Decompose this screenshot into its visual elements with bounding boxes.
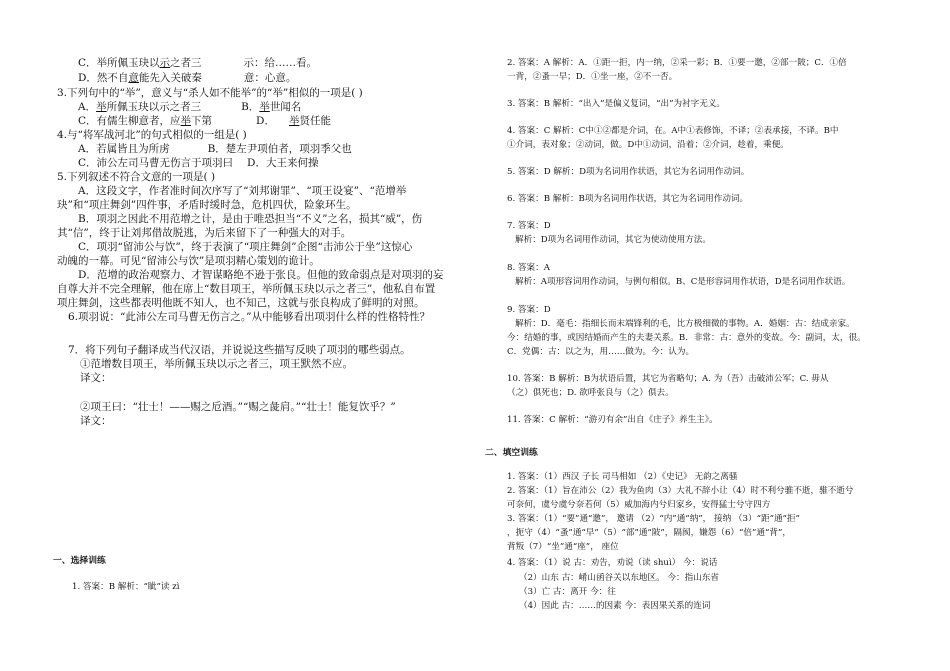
answer-10-line2: （之）俱死也；D. 欲呼张良与（之）俱去。 [507, 388, 674, 398]
question-5: 5.下列叙述不符合文意的一项是( ) [57, 171, 216, 183]
answer-7-line1: 7. 答案：D [507, 221, 551, 231]
question-3: 3.下列句中的“举”，意义与“杀人如不能举”的“举”相似的一项是( ) [57, 87, 363, 99]
q4-options-ab: A．若属皆且为所虏 B．楚左尹项伯者，项羽季父也 [78, 143, 352, 155]
q2-option-d: D．然不自意能先入关破秦 意：心意。 [78, 72, 297, 84]
section-fill-training-heading: 二、填空训练 [485, 448, 538, 458]
answer-9-line3: 今：结婚的事，或因结婚而产生的夫妻关系。B．非常：古：意外的变故。今：副词，太，很。 [507, 333, 866, 343]
answer-9-line2: 解析：D．毫毛：指细长而末端锋利的毛，比方极细微的事物。A．婚姻：古：结成亲家。 [515, 319, 855, 329]
question-6: 6.项羽说：“此沛公左司马曹无伤言之。”从中能够看出项羽什么样的性格特性？ [68, 311, 431, 323]
fill-answer-3-line2: ，扼守（4）“蚤”通“早”（5）“部”通“陂”，隔阂，嫌怨（6）“倍”通“背”， [507, 528, 791, 538]
answer-6: 6. 答案：B 解析：B项为名词用作状语，其它为名词用作动词。 [507, 194, 749, 204]
q3-options-ab: A．举所佩玉玦以示之者三 B．举世闻名 [78, 101, 302, 113]
fill-answer-4-line4: （4）因此 古：……的因素 今：表因果关系的连词 [519, 601, 711, 611]
answer-7-line2: 解析：D项为名词用作动词，其它为使动使用方法。 [515, 235, 711, 245]
answer-4-line1: 4. 答案：C 解析：C中①②都是介词，在。A中①表修饰，不译；②表承接，不译。B中 [507, 126, 839, 136]
q5-option-b-line1: B．项羽之因此不用范增之计，是由于唯恐担当“不义”之名，损其“威”，伤 [78, 213, 423, 225]
fill-answer-1: 1. 答案：（1）西汉 子长 司马相如 （2）《史记》 无韵之离骚 [507, 472, 738, 482]
fill-answer-3-line3: 背叛（7）“坐”通“座”， 座位 [507, 542, 619, 552]
answer-10-line1: 10. 答案：B 解析：B为状语后置，其它为省略句；A. 为（吾）击破沛公军；C. 毋从 [507, 374, 829, 384]
fill-answer-4-line3: （3）亡 古：离开 今：往 [519, 587, 616, 597]
q5-option-a-line2: 玦”和“项庄舞剑”四件事，矛盾时缓时急，危机四伏，险象环生。 [57, 199, 357, 211]
q3-options-cd: C．有儒生柳意者，应举下第 D． 举贤任能 [78, 115, 331, 127]
answer-5: 5. 答案：D 解析：D项为名词用作状语，其它为名词用作动词。 [507, 167, 750, 177]
fill-answer-4-line2: （2）山东 古：崤山函谷关以东地区。 今：指山东省 [519, 573, 719, 583]
q7-sentence-2: ②项王曰：“壮士！——赐之卮酒。”“赐之彘肩。”“壮士！能复饮乎？” [80, 401, 396, 413]
fill-answer-4-line1: 4. 答案：（1）说 古：劝告，劝说（读 shuì） 今：说话 [507, 558, 718, 568]
q5-option-d-line3: 项庄舞剑，这些都表明他既不知人，也不知己，这就与张良构成了鲜明的对照。 [57, 297, 425, 309]
answer-9-line4: C．党偶：古：以之为，用……做为。今：认为。 [507, 347, 695, 357]
q4-options-cd: C．沛公左司马曹无伤言于项羽曰 D．大王来何操 [78, 157, 319, 169]
answer-8-line2: 解析：A项形容词用作动词，与例句相似。B、C是形容词用作状语，D是名词用作状语。 [515, 277, 851, 287]
fill-answer-2-line2: 可奈何，虞兮虞兮奈若何（5）威加海内兮归家乡，安得猛士兮守四方 [507, 500, 771, 510]
q5-option-d-line1: D．范增的政治观察力、才智谋略绝不逊于张良。但他的致命弱点是对项羽的妄 [78, 269, 444, 281]
q5-option-a-line1: A．这段文字，作者准时间次序写了“刘邦谢罪”、“项王设宴”、“范增举 [78, 185, 407, 197]
q2-option-c: C．举所佩玉玦以示之者三 示：给……看。 [78, 57, 318, 69]
answer-4-line2: ①介词，表对象；②动词，做。D中①动词，沿着；②介词，趁着，乘便。 [507, 140, 789, 150]
fill-answer-3-line1: 3. 答案：（1）“要”通“邀”， 邀请 （2）“内”通“纳”， 接纳 （3）“距”通“拒” [507, 514, 800, 524]
q5-option-b-line2: 其“信”，终于让刘邦借故脱逃，为后来留下了一种强大的对手。 [57, 227, 352, 239]
section-choice-training-heading: 一、选择训练 [53, 556, 106, 566]
q5-option-c-line2: 动魄的一幕。可见“留沛公与饮”是项羽精心策划的诡计。 [57, 255, 320, 267]
answer-11: 11. 答案：C 解析：“游刃有余”出自《庄子》养生主》。 [507, 415, 718, 425]
q7-sentence-1: ①范增数目项王，举所佩玉玦以示之者三，项王默然不应。 [80, 358, 353, 370]
question-7: 7．将下列句子翻译成当代汉语，并说说这些描写反映了项羽的哪些弱点。 [68, 344, 411, 356]
answer-2-line2: 一背，②蚤一早；D．①坐一座，②不一否。 [507, 72, 678, 82]
answer-9-line1: 9. 答案：D [507, 305, 551, 315]
fill-answer-2-line1: 2. 答案：（1）旨在沛公（2）我为鱼肉（3）大礼不辞小让（4）时不利兮骓不逝，骓不逝兮 [507, 486, 854, 496]
q7-translation-2-label: 译文： [80, 415, 112, 427]
q5-option-c-line1: C．项羽“留沛公与饮”，终于表演了“项庄舞剑”企图“击沛公于坐”这惊心 [78, 241, 413, 253]
q7-translation-1-label: 译文： [80, 372, 112, 384]
answer-1: 1. 答案：B 解析：“眦”读 zì [72, 582, 180, 592]
question-4: 4.与“将军战河北”的句式相似的一组是( ) [57, 129, 247, 141]
answer-3: 3. 答案：B 解析：“出入”是偏义复词，“出”为衬字无义。 [507, 99, 726, 109]
q5-option-d-line2: 自尊大并不完全理解，他在席上“数目项王，举所佩玉玦以示之者三”，他私自布置 [57, 283, 436, 295]
answer-2-line1: 2. 答案：A 解析：A．①距一拒，内一纳，②采一彩；B．①要一邀，②部一陂；C．①倍 [507, 58, 847, 68]
answer-8-line1: 8. 答案：A [507, 263, 550, 273]
